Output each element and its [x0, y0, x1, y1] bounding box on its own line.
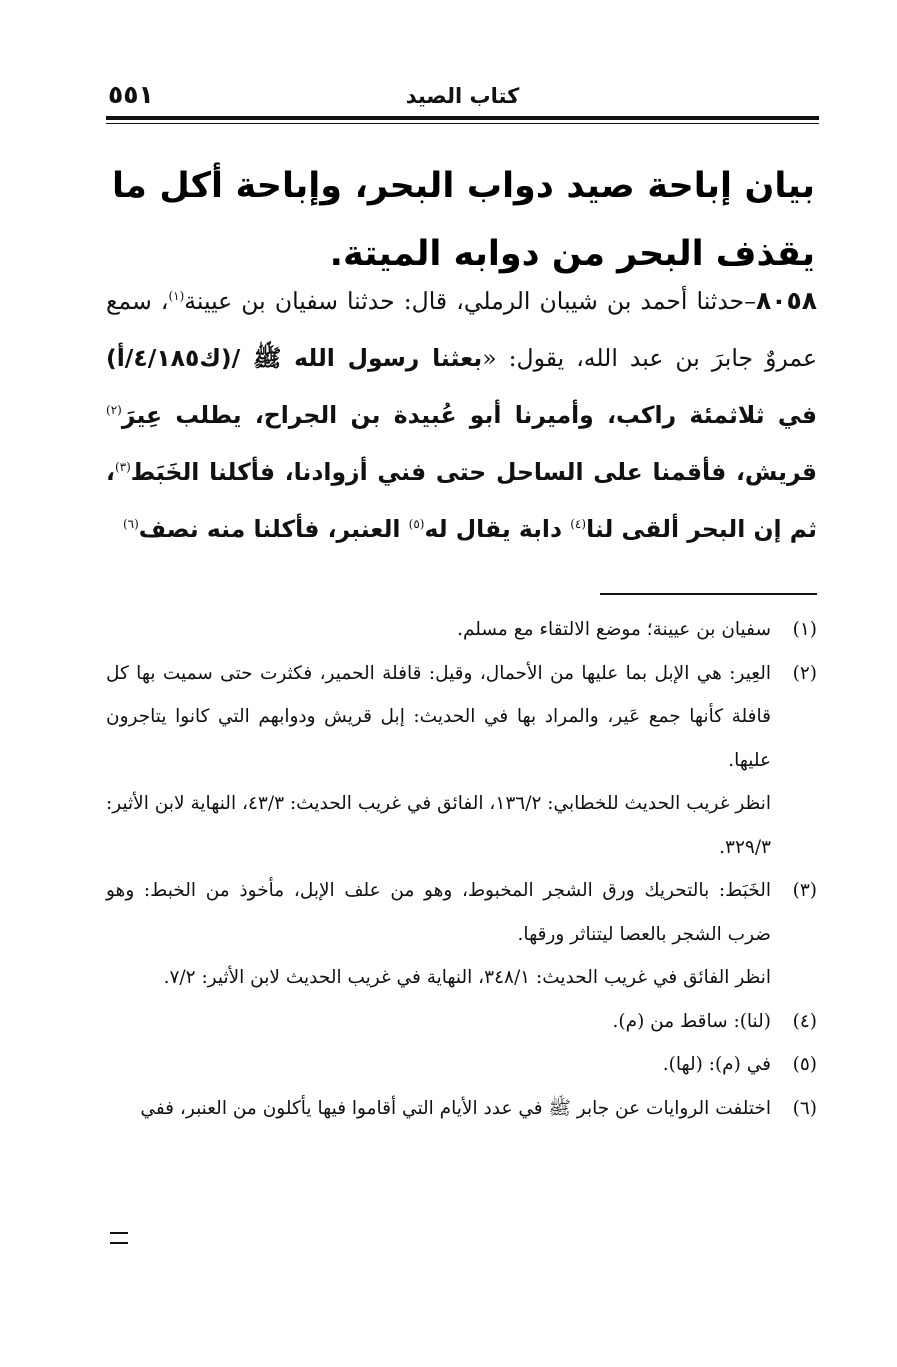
footnote-text: في (م): (لها). [662, 1054, 771, 1075]
footnote-2 [106, 652, 817, 870]
footnote-text: الخَبَط: بالتحريك ورق الشجر المخبوط، وهو من علف الإبل، مأخوذ من الخبط: وهو ضرب الشجر بالعصا ليتناثر ورقها. [106, 880, 771, 945]
footnote-number: (٢) [792, 662, 817, 684]
header-rule-thick [106, 116, 819, 120]
continuation-mark [110, 1232, 128, 1244]
hadith-number: ٨٠٥٨ [755, 286, 817, 315]
page-number: ٥٥١ [108, 80, 154, 109]
footnote-reference: انظر الفائق في غريب الحديث: ٣٤٨/١، النهاية في غريب الحديث لابن الأثير: ٧/٢. [163, 967, 771, 988]
hadith-text [106, 272, 817, 558]
footnote-5 [106, 1043, 817, 1087]
footnote-1 [106, 608, 817, 652]
matn-part-3: ، ثم إن البحر ألقى لنا [106, 458, 817, 543]
footnote-ref-4: (٤) [570, 517, 587, 532]
matn-part-4: دابة يقال له [424, 515, 571, 543]
footnote-4 [106, 1000, 817, 1044]
footnote-separator [600, 593, 817, 595]
footnote-text: سفيان بن عيينة؛ موضع الالتقاء مع مسلم. [457, 619, 771, 640]
matn-part-1: بعثنا رسول الله ﷺ /(ك٤/١٨٥/أ) في ثلاثمئة راكب، وأميرنا أبو عُبيدة بن الجراح، يطلب عِيرَ [106, 344, 817, 429]
footnote-text: العِير: هي الإبل بما عليها من الأحمال، وقيل: قافلة الحمير، فكثرت حتى سميت بها كل قافلة كأنها جمع عَير، والمراد بها في الحديث: إبل قريش ودوابهم التي كانوا يتاجرون عليها. [106, 662, 771, 771]
isnad-part-1: –حدثنا أحمد بن شيبان الرملي، قال: حدثنا سفيان بن عيينة [184, 287, 756, 315]
footnote-3 [106, 869, 817, 1000]
footnote-ref-3: (٣) [114, 460, 131, 475]
running-header [106, 80, 819, 116]
footnote-ref-6: (٦) [122, 517, 139, 532]
footnote-number: (١) [792, 619, 817, 640]
matn-part-2: قريش، فأقمنا على الساحل حتى فني أزوادنا، فأكلنا الخَبَط [130, 458, 817, 486]
chapter-title: بيان إباحة صيد دواب البحر، وإباحة أكل ما يقذف البحر من دوابه الميتة. [112, 166, 815, 274]
footnote-number: (٤) [792, 1010, 817, 1032]
footnotes [106, 608, 817, 1130]
footnote-reference: انظر غريب الحديث للخطابي: ١٣٦/٢، الفائق في غريب الحديث: ٤٣/٣، النهاية لابن الأثير: ٣٢٩/٣. [106, 793, 772, 858]
isnad-part-2: ، سمع عمروٌ جابرَ بن عبد الله، يقول: « [106, 287, 817, 372]
header-rule-thin [106, 123, 819, 124]
footnote-number: (٣) [792, 880, 817, 901]
footnote-6 [106, 1087, 817, 1131]
matn-part-5: العنبر، فأكلنا منه نصف [138, 515, 409, 543]
footnote-text: (لنا): ساقط من (م). [612, 1010, 771, 1032]
footnote-ref-2: (٢) [106, 403, 122, 418]
footnote-number: (٦) [792, 1097, 817, 1119]
footnote-ref-1: (١) [168, 289, 185, 304]
footnote-ref-5: (٥) [408, 517, 425, 532]
footnote-number: (٥) [792, 1054, 817, 1075]
footnote-text: اختلفت الروايات عن جابر ﷺ في عدد الأيام التي أقاموا فيها يأكلون من العنبر، ففي [140, 1097, 771, 1119]
book-title: كتاب الصيد [405, 84, 520, 108]
